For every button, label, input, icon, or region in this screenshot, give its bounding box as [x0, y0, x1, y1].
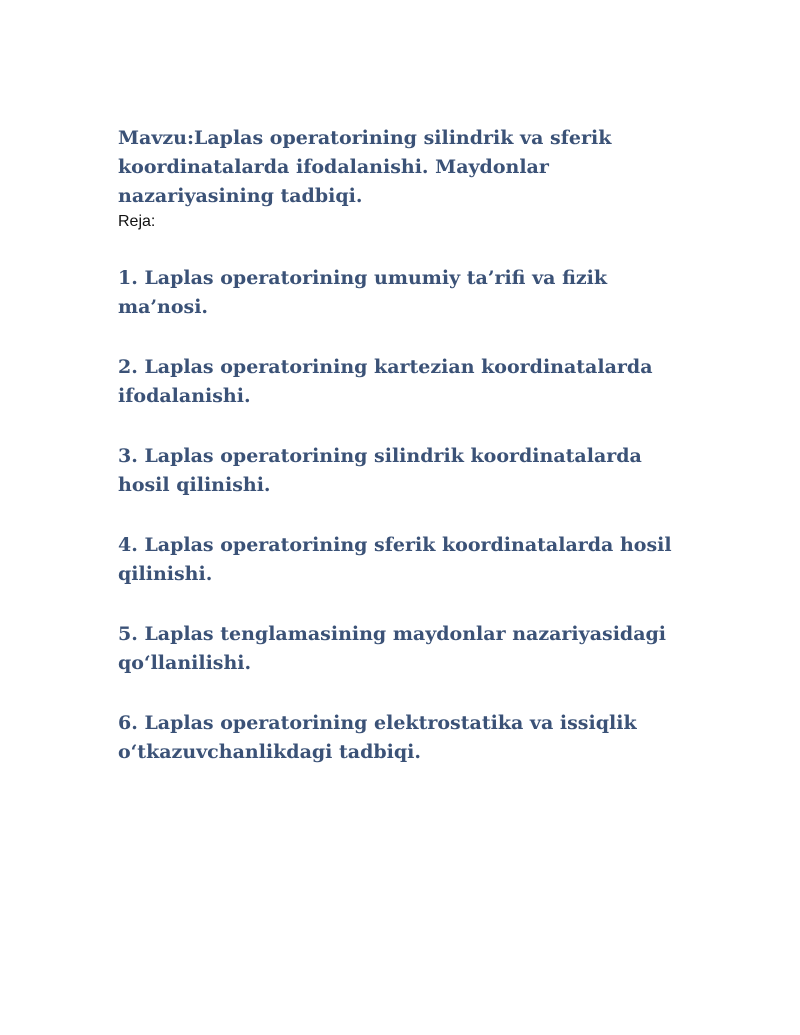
- plan-item-3: 3. Laplas operatorining silindrik koordinatalarda hosil qilinishi.: [118, 445, 642, 496]
- plan-list: [118, 264, 678, 767]
- document-title: Mavzu:Laplas operatorining silindrik va sferik koordinatalarda ifodalanishi. Maydonlar nazariyasining tadbiqi.: [118, 127, 612, 207]
- document-content: [118, 124, 678, 798]
- plan-label: Reja:: [118, 213, 156, 230]
- plan-item-5: 5. Laplas tenglamasining maydonlar nazariyasidagi qo‘llanilishi.: [118, 623, 667, 674]
- plan-item-4: 4. Laplas operatorining sferik koordinatalarda hosil qilinishi.: [118, 534, 672, 585]
- plan-item-2: 2. Laplas operatorining kartezian koordinatalarda ifodalanishi.: [118, 356, 653, 407]
- plan-item-1: 1. Laplas operatorining umumiy ta’rifi va fizik ma’nosi.: [118, 267, 608, 318]
- plan-item-6: 6. Laplas operatorining elektrostatika va issiqlik o‘tkazuvchanlikdagi tadbiqi.: [118, 712, 637, 763]
